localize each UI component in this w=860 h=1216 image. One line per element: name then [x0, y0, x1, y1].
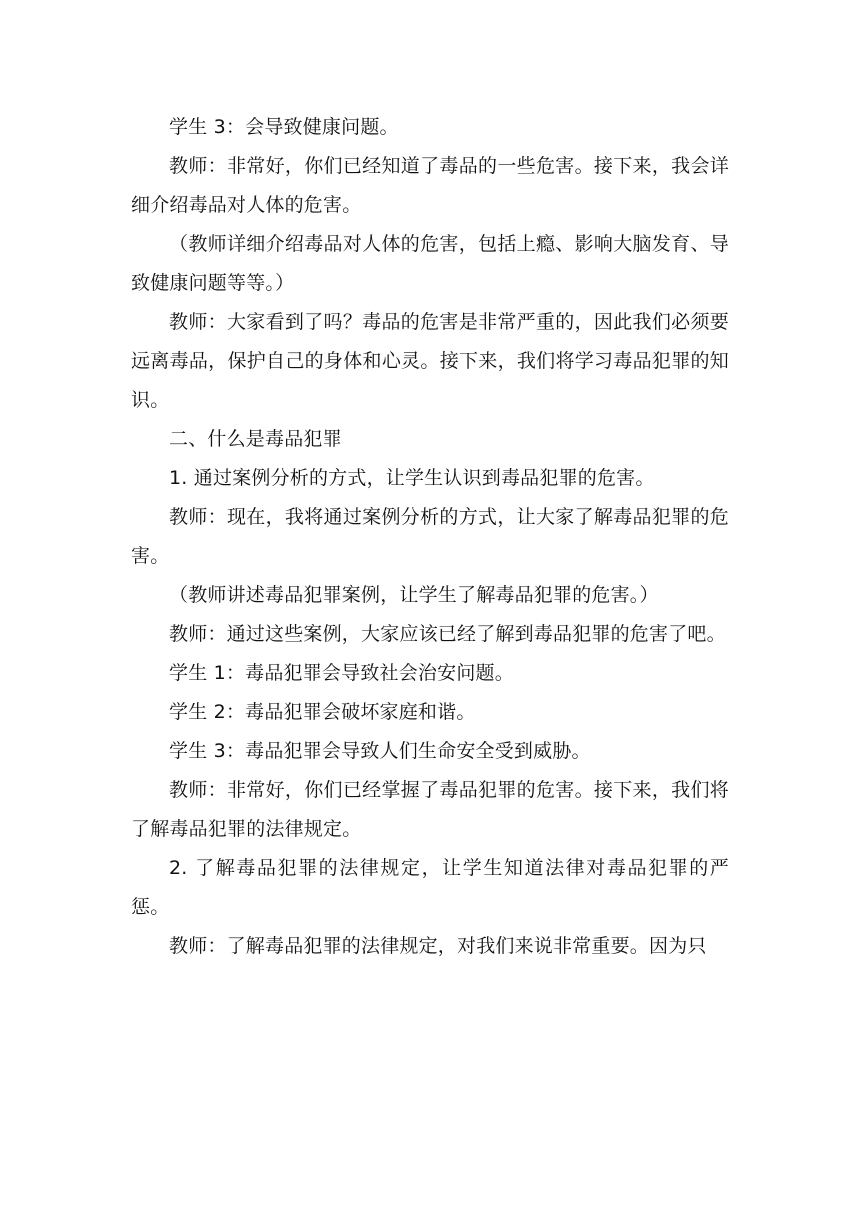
paragraph: 教师：通过这些案例，大家应该已经了解到毒品犯罪的危害了吧。: [169, 623, 726, 645]
numbered-item: 2. 了解毒品犯罪的法律规定，让学生知道法律对毒品犯罪的严惩。: [131, 857, 729, 918]
paragraph: 教师：非常好，你们已经掌握了毒品犯罪的危害。接下来，我们将了解毒品犯罪的法律规定。: [131, 779, 729, 840]
paragraph: 教师：非常好，你们已经知道了毒品的一些危害。接下来，我会详细介绍毒品对人体的危害。: [131, 155, 729, 216]
section-heading: 二、什么是毒品犯罪: [169, 428, 342, 450]
paragraph: 教师：大家看到了吗？毒品的危害是非常严重的，因此我们必须要远离毒品，保护自己的身体和心灵。接下来，我们将学习毒品犯罪的知识。: [131, 311, 729, 411]
paragraph: 学生 2：毒品犯罪会破坏家庭和谐。: [169, 701, 476, 723]
paragraph: 教师：了解毒品犯罪的法律规定，对我们来说非常重要。因为只: [169, 935, 707, 957]
paragraph: （教师讲述毒品犯罪案例，让学生了解毒品犯罪的危害。）: [169, 584, 659, 606]
paragraph: 学生 1：毒品犯罪会导致社会治安问题。: [169, 662, 514, 684]
document-body: [131, 108, 729, 966]
paragraph: 学生 3：毒品犯罪会导致人们生命安全受到威胁。: [169, 740, 591, 762]
paragraph: 学生 3：会导致健康问题。: [169, 116, 399, 138]
numbered-item: 1. 通过案例分析的方式，让学生认识到毒品犯罪的危害。: [169, 467, 655, 489]
paragraph: 教师：现在，我将通过案例分析的方式，让大家了解毒品犯罪的危害。: [131, 506, 729, 567]
paragraph: （教师详细介绍毒品对人体的危害，包括上瘾、影响大脑发育、导致健康问题等等。）: [131, 233, 729, 294]
